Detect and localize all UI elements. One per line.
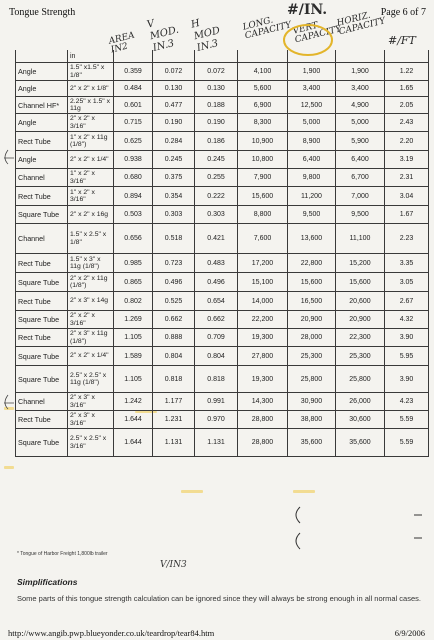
per-foot-cell: 2.43 — [385, 114, 429, 132]
horiz-capacity-cell: 7,000 — [336, 187, 385, 206]
shape-cell: Square Tube — [16, 273, 68, 292]
vmod-cell: 1.231 — [153, 411, 195, 429]
vert-capacity-cell: 28,000 — [288, 329, 336, 347]
vmod-cell: 0.072 — [153, 63, 195, 81]
hmod-cell: 0.303 — [195, 206, 238, 224]
shape-cell: Angle — [16, 151, 68, 169]
table-row — [16, 292, 429, 311]
hmod-cell: 0.991 — [195, 393, 238, 411]
vmod-cell: 0.477 — [153, 97, 195, 114]
per-foot-cell: 5.59 — [385, 429, 429, 457]
long-capacity-cell: 7,900 — [238, 169, 288, 187]
hmod-cell: 0.818 — [195, 366, 238, 393]
table-row — [16, 151, 429, 169]
shape-cell: Square Tube — [16, 347, 68, 366]
horiz-capacity-cell: 6,400 — [336, 151, 385, 169]
long-capacity-cell: 28,800 — [238, 411, 288, 429]
table-row — [16, 224, 429, 254]
vert-capacity-cell: 13,600 — [288, 224, 336, 254]
per-foot-cell: 5.95 — [385, 347, 429, 366]
handwritten-paren — [296, 533, 300, 549]
vmod-cell: 0.303 — [153, 206, 195, 224]
horiz-capacity-cell: 6,700 — [336, 169, 385, 187]
table-row — [16, 81, 429, 97]
size-cell: 2.5" x 2.5" x 3/16" — [68, 429, 114, 457]
vmod-cell: 0.525 — [153, 292, 195, 311]
long-capacity-cell: 22,200 — [238, 311, 288, 329]
vmod-cell: 0.130 — [153, 81, 195, 97]
horiz-capacity-cell: 25,300 — [336, 347, 385, 366]
hmod-cell: 0.654 — [195, 292, 238, 311]
hmod-cell: 1.131 — [195, 429, 238, 457]
vmod-cell: 0.284 — [153, 132, 195, 151]
vert-capacity-cell: 16,500 — [288, 292, 336, 311]
area-cell: 0.680 — [114, 169, 153, 187]
horiz-capacity-cell: 35,600 — [336, 429, 385, 457]
per-foot-cell: 3.04 — [385, 187, 429, 206]
unit-header: in — [68, 50, 114, 63]
size-cell: 2" x 2" x 1/4" — [68, 151, 114, 169]
size-cell: 2" x 2" x 1/4" — [68, 347, 114, 366]
per-foot-cell: 1.67 — [385, 206, 429, 224]
vmod-cell: 0.190 — [153, 114, 195, 132]
area-cell: 1.105 — [114, 329, 153, 347]
vmod-cell: 1.177 — [153, 393, 195, 411]
hmod-cell: 0.970 — [195, 411, 238, 429]
long-capacity-cell: 14,000 — [238, 292, 288, 311]
vert-capacity-cell: 5,000 — [288, 114, 336, 132]
horiz-capacity-cell: 11,100 — [336, 224, 385, 254]
vert-capacity-cell: 25,800 — [288, 366, 336, 393]
handwritten-per-inch-label: #/IN. — [287, 2, 328, 18]
handwritten-per-foot-label: #/FT — [388, 34, 416, 47]
size-cell: 2" x 2" x 3/16" — [68, 114, 114, 132]
table-row — [16, 411, 429, 429]
long-capacity-cell: 10,800 — [238, 151, 288, 169]
table-row — [16, 329, 429, 347]
size-cell: 2" x 3" x 3/16" — [68, 411, 114, 429]
per-foot-cell: 3.05 — [385, 273, 429, 292]
vert-capacity-cell: 1,900 — [288, 63, 336, 81]
vmod-cell: 0.662 — [153, 311, 195, 329]
table-header-row — [16, 50, 429, 63]
per-foot-cell: 3.90 — [385, 366, 429, 393]
hmod-cell: 0.245 — [195, 151, 238, 169]
per-foot-cell: 2.67 — [385, 292, 429, 311]
table-row — [16, 393, 429, 411]
horiz-capacity-cell: 5,000 — [336, 114, 385, 132]
vert-capacity-cell: 20,900 — [288, 311, 336, 329]
simplifications-body: Some parts of this tongue strength calculation can be ignored since they will always be strong enough in all normal cases. — [17, 594, 421, 603]
page-number: Page 6 of 7 — [380, 7, 426, 18]
hmod-cell: 0.190 — [195, 114, 238, 132]
size-cell: 2" x 3" x 11g (1/8") — [68, 329, 114, 347]
vmod-cell: 0.723 — [153, 254, 195, 273]
shape-cell: Square Tube — [16, 366, 68, 393]
hmod-cell: 0.222 — [195, 187, 238, 206]
long-capacity-cell: 27,800 — [238, 347, 288, 366]
table-row — [16, 254, 429, 273]
per-foot-cell: 4.32 — [385, 311, 429, 329]
size-cell: 2" x 2" x 11g (1/8") — [68, 273, 114, 292]
shape-cell: Rect Tube — [16, 187, 68, 206]
hmod-cell: 0.255 — [195, 169, 238, 187]
long-capacity-cell: 5,600 — [238, 81, 288, 97]
area-cell: 1.589 — [114, 347, 153, 366]
horiz-capacity-cell: 9,500 — [336, 206, 385, 224]
long-capacity-cell: 8,800 — [238, 206, 288, 224]
table-footnote: * Tongue of Harbor Freight 1,800lb trailer — [17, 551, 108, 557]
horiz-capacity-cell: 20,900 — [336, 311, 385, 329]
shape-cell: Channel — [16, 169, 68, 187]
vmod-cell: 1.131 — [153, 429, 195, 457]
hmod-cell: 0.130 — [195, 81, 238, 97]
horiz-capacity-cell: 1,900 — [336, 63, 385, 81]
table-row — [16, 366, 429, 393]
vert-capacity-cell: 15,600 — [288, 273, 336, 292]
size-cell: 2" x 2" x 3/16" — [68, 311, 114, 329]
vert-capacity-cell: 3,400 — [288, 81, 336, 97]
simplifications-heading: Simplifications — [17, 577, 78, 587]
hmod-cell: 0.709 — [195, 329, 238, 347]
table-row — [16, 429, 429, 457]
shape-cell: Rect Tube — [16, 292, 68, 311]
area-cell: 1.644 — [114, 411, 153, 429]
long-capacity-cell: 6,900 — [238, 97, 288, 114]
long-capacity-cell: 19,300 — [238, 329, 288, 347]
horiz-capacity-cell: 15,200 — [336, 254, 385, 273]
area-cell: 0.484 — [114, 81, 153, 97]
shape-cell: Rect Tube — [16, 132, 68, 151]
long-capacity-cell: 28,800 — [238, 429, 288, 457]
vmod-cell: 0.804 — [153, 347, 195, 366]
hmod-cell: 0.496 — [195, 273, 238, 292]
size-cell: 2" x 3" x 14g — [68, 292, 114, 311]
vmod-cell: 0.518 — [153, 224, 195, 254]
long-capacity-cell: 10,900 — [238, 132, 288, 151]
area-cell: 1.269 — [114, 311, 153, 329]
vert-capacity-cell: 25,300 — [288, 347, 336, 366]
footer-url: http://www.angib.pwp.blueyonder.co.uk/teardrop/tear84.htm — [8, 628, 215, 638]
vmod-cell: 0.818 — [153, 366, 195, 393]
shape-cell: Angle — [16, 63, 68, 81]
size-cell: 2" x 2" x 16g — [68, 206, 114, 224]
shape-cell: Channel — [16, 393, 68, 411]
margin-mark — [4, 150, 14, 164]
long-capacity-cell: 14,300 — [238, 393, 288, 411]
long-capacity-cell: 7,600 — [238, 224, 288, 254]
table-row — [16, 132, 429, 151]
handwritten-paren — [296, 507, 300, 523]
shape-cell: Rect Tube — [16, 411, 68, 429]
vert-capacity-cell: 9,500 — [288, 206, 336, 224]
vmod-cell: 0.375 — [153, 169, 195, 187]
handwritten-hmod-label: H MOD IN.3 — [190, 17, 222, 54]
size-cell: 2.25" x 1.5" x 11g — [68, 97, 114, 114]
size-cell: 1.5" x 2.5" x 1/8" — [68, 224, 114, 254]
hmod-cell: 0.662 — [195, 311, 238, 329]
size-cell: 2" x 3" x 3/16" — [68, 393, 114, 411]
size-cell: 1.5" x1.5" x 1/8" — [68, 63, 114, 81]
vert-capacity-cell: 35,600 — [288, 429, 336, 457]
hmod-cell: 0.072 — [195, 63, 238, 81]
handwritten-v-in3: V/IN3 — [160, 560, 187, 570]
size-cell: 1" x 2" x 11g (1/8") — [68, 132, 114, 151]
per-foot-cell: 1.22 — [385, 63, 429, 81]
per-foot-cell: 4.23 — [385, 393, 429, 411]
area-cell: 0.865 — [114, 273, 153, 292]
vert-capacity-cell: 8,900 — [288, 132, 336, 151]
horiz-capacity-cell: 3,400 — [336, 81, 385, 97]
vert-capacity-cell: 30,900 — [288, 393, 336, 411]
table-row — [16, 97, 429, 114]
area-cell: 0.625 — [114, 132, 153, 151]
table-row — [16, 206, 429, 224]
size-cell: 2" x 2" x 1/8" — [68, 81, 114, 97]
per-foot-cell: 3.19 — [385, 151, 429, 169]
area-cell: 0.802 — [114, 292, 153, 311]
table-row — [16, 114, 429, 132]
long-capacity-cell: 8,300 — [238, 114, 288, 132]
long-capacity-cell: 17,200 — [238, 254, 288, 273]
handwritten-horiz-capacity-label: HORIZ. CAPACITY — [335, 10, 387, 38]
horiz-capacity-cell: 25,800 — [336, 366, 385, 393]
table-row — [16, 169, 429, 187]
page-title: Tongue Strength — [9, 7, 76, 18]
area-cell: 0.894 — [114, 187, 153, 206]
vert-capacity-cell: 38,800 — [288, 411, 336, 429]
area-cell: 1.105 — [114, 366, 153, 393]
size-cell: 1" x 2" x 3/16" — [68, 169, 114, 187]
shape-cell: Angle — [16, 81, 68, 97]
horiz-capacity-cell: 30,600 — [336, 411, 385, 429]
size-cell: 1.5" x 3" x 11g (1/8") — [68, 254, 114, 273]
size-cell: 2.5" x 2.5" x 11g (1/8") — [68, 366, 114, 393]
per-foot-cell: 2.05 — [385, 97, 429, 114]
per-foot-cell: 1.65 — [385, 81, 429, 97]
area-cell: 0.715 — [114, 114, 153, 132]
area-cell: 1.242 — [114, 393, 153, 411]
hmod-cell: 0.186 — [195, 132, 238, 151]
table-row — [16, 63, 429, 81]
area-cell: 0.938 — [114, 151, 153, 169]
hmod-cell: 0.483 — [195, 254, 238, 273]
horiz-capacity-cell: 20,600 — [336, 292, 385, 311]
area-cell: 1.644 — [114, 429, 153, 457]
per-foot-cell: 3.35 — [385, 254, 429, 273]
table-row — [16, 273, 429, 292]
handwritten-vmod-label: V MOD. IN.3 — [146, 18, 180, 54]
per-foot-cell: 2.23 — [385, 224, 429, 254]
shape-cell: Square Tube — [16, 429, 68, 457]
horiz-capacity-cell: 4,900 — [336, 97, 385, 114]
long-capacity-cell: 4,100 — [238, 63, 288, 81]
hmod-cell: 0.421 — [195, 224, 238, 254]
shape-cell: Rect Tube — [16, 254, 68, 273]
vmod-cell: 0.354 — [153, 187, 195, 206]
per-foot-cell: 3.90 — [385, 329, 429, 347]
long-capacity-cell: 15,100 — [238, 273, 288, 292]
vert-capacity-cell: 11,200 — [288, 187, 336, 206]
shape-cell: Channel HF* — [16, 97, 68, 114]
tongue-strength-table — [15, 50, 429, 457]
size-cell: 1" x 2" x 3/16" — [68, 187, 114, 206]
vmod-cell: 0.245 — [153, 151, 195, 169]
long-capacity-cell: 19,300 — [238, 366, 288, 393]
area-cell: 0.985 — [114, 254, 153, 273]
margin-mark — [4, 395, 14, 409]
handwritten-area-label: AREA IN2 — [107, 30, 136, 56]
table-row — [16, 347, 429, 366]
horiz-capacity-cell: 15,600 — [336, 273, 385, 292]
shape-cell: Angle — [16, 114, 68, 132]
table-row — [16, 311, 429, 329]
per-foot-cell: 2.20 — [385, 132, 429, 151]
long-capacity-cell: 15,600 — [238, 187, 288, 206]
horiz-capacity-cell: 22,300 — [336, 329, 385, 347]
table-row — [16, 187, 429, 206]
shape-cell: Channel — [16, 224, 68, 254]
vert-capacity-cell: 6,400 — [288, 151, 336, 169]
area-cell: 0.601 — [114, 97, 153, 114]
hmod-cell: 0.188 — [195, 97, 238, 114]
handwritten-vert-capacity-label: VERT. CAPACITY — [291, 20, 343, 46]
per-foot-cell: 2.31 — [385, 169, 429, 187]
shape-cell: Square Tube — [16, 206, 68, 224]
per-foot-cell: 5.59 — [385, 411, 429, 429]
area-cell: 0.359 — [114, 63, 153, 81]
horiz-capacity-cell: 26,000 — [336, 393, 385, 411]
horiz-capacity-cell: 5,900 — [336, 132, 385, 151]
area-cell: 0.503 — [114, 206, 153, 224]
vert-capacity-cell: 12,500 — [288, 97, 336, 114]
shape-cell: Rect Tube — [16, 329, 68, 347]
vmod-cell: 0.888 — [153, 329, 195, 347]
vert-capacity-cell: 9,800 — [288, 169, 336, 187]
vmod-cell: 0.496 — [153, 273, 195, 292]
footer-date: 6/9/2006 — [394, 628, 425, 638]
area-cell: 0.656 — [114, 224, 153, 254]
hmod-cell: 0.804 — [195, 347, 238, 366]
shape-cell: Square Tube — [16, 311, 68, 329]
handwritten-long-capacity-label: LONG. CAPACITY — [241, 15, 293, 42]
vert-capacity-cell: 22,800 — [288, 254, 336, 273]
